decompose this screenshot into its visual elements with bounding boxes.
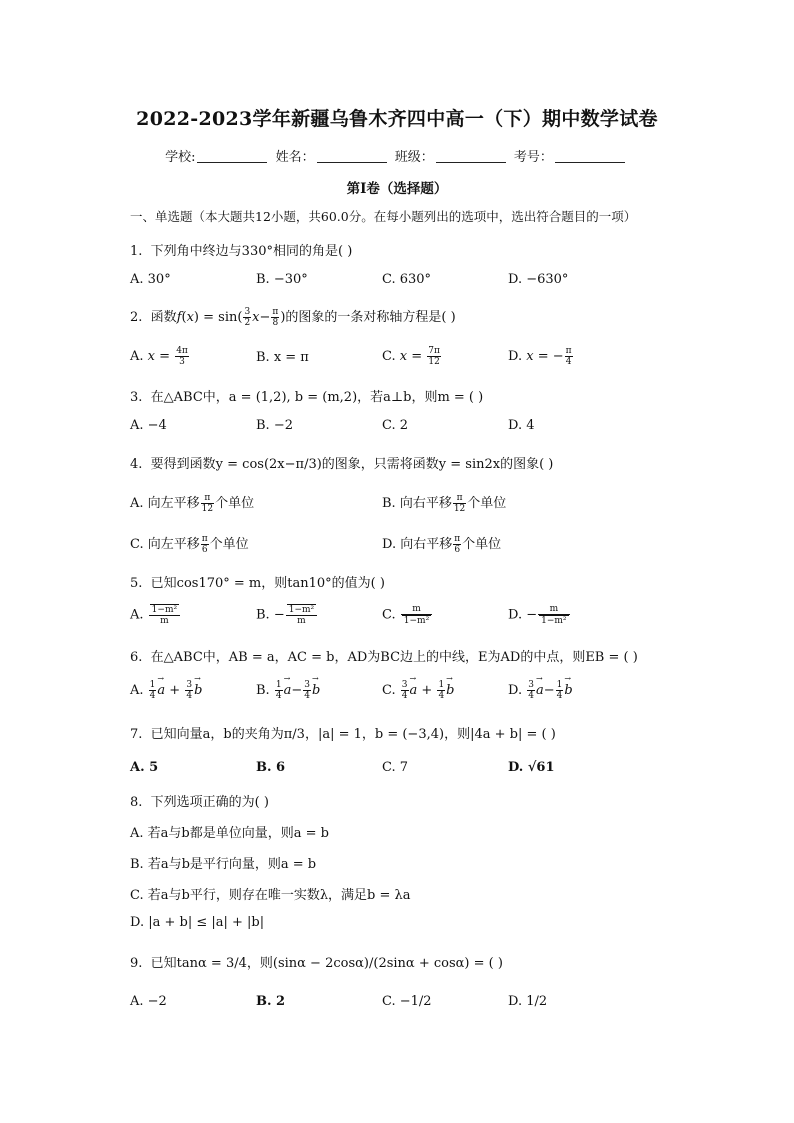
option-d: D. x = − $\frac{\pi}{4}$ xyxy=(508,346,572,367)
question-number: 5. xyxy=(130,576,143,591)
question-stem-suffix: 的图象的一条对称轴方程是( ) xyxy=(285,310,456,325)
exam-no-blank xyxy=(555,150,625,163)
question-stem: 已知tanα = 3/4，则(sinα − 2cosα)/(2sinα + cosα) = ( ) xyxy=(150,956,503,971)
option-d: D. 4 xyxy=(508,418,535,433)
option-d: D. $\frac{3}{4}$ → a− $\frac{1}{4}$ → b xyxy=(508,680,573,701)
option-a: A. −4 xyxy=(130,418,167,433)
school-blank xyxy=(197,150,267,163)
option-a: A. 30° xyxy=(130,272,171,287)
math-expression: f xyxy=(176,310,182,325)
question-number: 7. xyxy=(130,727,143,742)
question-5 xyxy=(130,572,385,591)
question-number: 1. xyxy=(130,244,143,259)
option-b: B. 若a与b是平行向量，则a = b xyxy=(130,857,317,872)
option-d: D. |a + b| ≤ |a| + |b| xyxy=(130,915,265,930)
option-d: D. − $\frac{m}{\text{1−m²}}$ xyxy=(508,604,571,626)
option-a: A. 5 xyxy=(130,760,159,775)
section-title: 第I卷（选择题） xyxy=(346,181,448,197)
question-6 xyxy=(130,646,638,665)
question-stem: 在△ABC中，a = (1,2), b = (m,2)，若a⊥b，则m = ( ) xyxy=(150,390,484,405)
exam-title: 2022-2023学年新疆乌鲁木齐四中高一（下）期中数学试卷 xyxy=(136,108,658,130)
school-label: 学校: xyxy=(165,150,196,165)
option-a: A. −2 xyxy=(130,994,167,1009)
option-d: D. 1/2 xyxy=(508,994,548,1009)
question-4 xyxy=(130,453,553,472)
question-8 xyxy=(130,791,269,810)
option-c: C. 向左平移 $\frac{\pi}{6}$ 个单位 xyxy=(130,534,249,555)
option-c: C. 2 xyxy=(382,418,409,433)
option-b: B. 向右平移 $\frac{\pi}{12}$ 个单位 xyxy=(382,493,507,514)
question-number: 6. xyxy=(130,650,143,665)
question-stem: 已知cos170° = m，则tan10°的值为( ) xyxy=(150,576,385,591)
option-a: A. 若a与b都是单位向量，则a = b xyxy=(130,826,329,841)
name-label: 姓名： xyxy=(275,150,315,165)
option-d: D. √61 xyxy=(508,760,555,775)
option-c: C. 630° xyxy=(382,272,432,287)
question-9 xyxy=(130,952,503,971)
question-stem: 下列选项正确的为( ) xyxy=(150,795,269,810)
question-stem: 下列角中终边与330°相同的角是( ) xyxy=(150,244,353,259)
option-b: B. 2 xyxy=(256,994,286,1009)
question-number: 9. xyxy=(130,956,143,971)
question-stem: 在△ABC中，AB = a，AC = b，AD为BC边上的中线，E为AD的中点，则EB = ( ) xyxy=(150,650,638,665)
option-a: A. 向左平移 $\frac{\pi}{12}$ 个单位 xyxy=(130,493,255,514)
question-number: 2. xyxy=(130,310,143,325)
exam-no-label: 考号： xyxy=(513,150,553,165)
question-number: 8. xyxy=(130,795,143,810)
question-number: 3. xyxy=(130,390,143,405)
question-stem: 已知向量a，b的夹角为π/3，|a| = 1，b = (−3,4)，则|4a + b| = ( ) xyxy=(150,727,556,742)
option-a: A. x = $\frac{4\pi}{3}$ xyxy=(130,346,188,367)
question-2: 2. 函数f(x) = sin( $\frac{3}{2}$ x− $\frac{\pi}{8}$ )的图象的一条对称轴方程是( ) xyxy=(130,307,456,328)
option-b: B. x = π xyxy=(256,350,309,365)
option-c: C. 7 xyxy=(382,760,409,775)
question-7 xyxy=(130,723,556,742)
option-b: B. − $\frac{\text{1−m²}}{m}$ xyxy=(256,604,318,626)
option-b: B. 6 xyxy=(256,760,286,775)
question-number: 4. xyxy=(130,457,143,472)
option-b: B. $\frac{1}{4}$ → a− $\frac{3}{4}$ → b xyxy=(256,680,320,701)
option-c: C. −1/2 xyxy=(382,994,432,1009)
option-a: A. $\frac{1}{4}$ → a + $\frac{3}{4}$ → b xyxy=(130,680,202,701)
option-c: C. x = $\frac{7\pi}{12}$ xyxy=(382,346,440,367)
name-blank xyxy=(317,150,387,163)
class-blank xyxy=(436,150,506,163)
option-a: A. $\frac{\text{1−m²}}{m}$ xyxy=(130,604,181,626)
section-instructions: 一、单选题（本大题共12小题，共60.0分。在每小题列出的选项中，选出符合题目的一项） xyxy=(130,209,637,224)
option-c: C. $\frac{3}{4}$ → a + $\frac{1}{4}$ → b xyxy=(382,680,455,701)
student-info-line xyxy=(0,146,794,165)
option-d: D. −630° xyxy=(508,272,569,287)
class-label: 班级： xyxy=(394,150,434,165)
option-d: D. 向右平移 $\frac{\pi}{6}$ 个单位 xyxy=(382,534,502,555)
question-3 xyxy=(130,386,483,405)
option-b: B. −30° xyxy=(256,272,308,287)
option-c: C. 若a与b平行，则存在唯一实数λ，满足b = λa xyxy=(130,888,411,903)
question-1 xyxy=(130,240,352,259)
question-stem: 要得到函数y = cos(2x−π/3)的图象，只需将函数y = sin2x的图象( ) xyxy=(150,457,554,472)
option-c: C. $\frac{m}{\text{1−m²}}$ xyxy=(382,604,433,626)
option-b: B. −2 xyxy=(256,418,293,433)
question-stem-prefix: 函数 xyxy=(150,310,177,325)
